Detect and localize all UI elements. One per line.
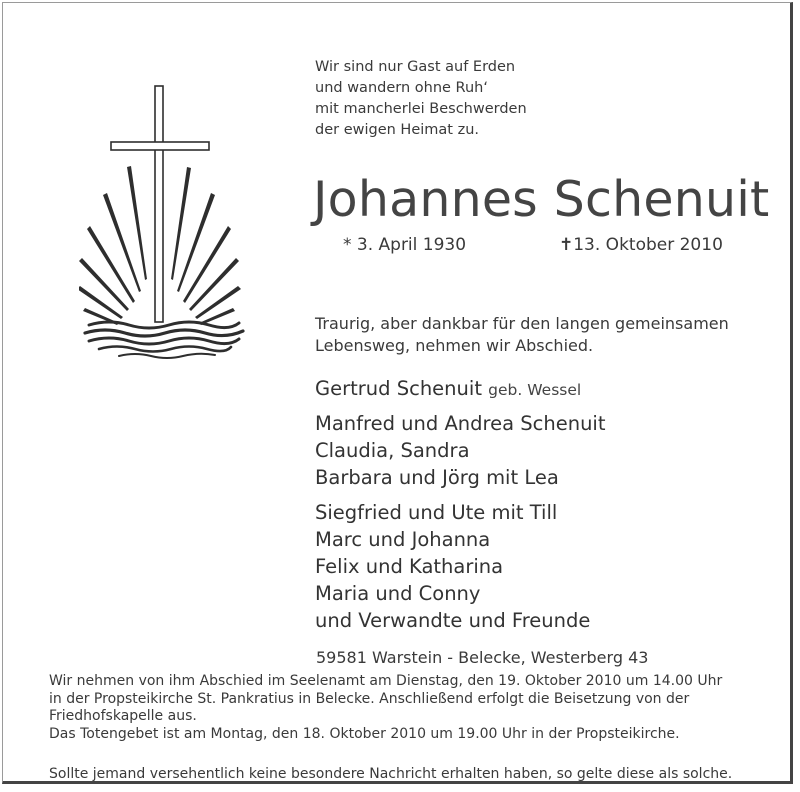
- intro-line: Traurig, aber dankbar für den langen gemeinsamen: [315, 314, 729, 333]
- details-line: in der Propsteikirche St. Pankratius in Belecke. Anschließend erfolgt die Beisetzung von der: [49, 690, 690, 707]
- poem-line: mit mancherlei Beschwerden: [315, 101, 527, 117]
- intro-line: Lebensweg, nehmen wir Abschied.: [315, 336, 594, 355]
- family-address: 59581 Warstein - Belecke, Westerberg 43: [316, 648, 649, 667]
- cross-sunrise-waves-icon: [79, 83, 249, 359]
- mourner-row: und Verwandte und Freunde: [315, 609, 591, 632]
- mourner-row: Felix und Katharina: [315, 555, 504, 578]
- deceased-name: Johannes Schenuit: [313, 171, 770, 228]
- poem-line: Wir sind nur Gast auf Erden: [315, 59, 516, 75]
- poem-line: und wandern ohne Ruh‘: [315, 80, 488, 96]
- closing-note: Sollte jemand versehentlich keine besondere Nachricht erhalten haben, so gelte diese als solche.: [49, 766, 733, 782]
- mourners-list: [315, 375, 606, 634]
- mourner-row: Claudia, Sandra: [315, 439, 470, 462]
- spouse-row: [315, 375, 606, 402]
- details-line: Das Totengebet ist am Montag, den 18. Oktober 2010 um 19.00 Uhr in der Propsteikirche.: [49, 725, 680, 742]
- mourner-row: Maria und Conny: [315, 582, 481, 605]
- mourner-row: Manfred und Andrea Schenuit: [315, 412, 606, 435]
- death-date: ✝13. Oktober 2010: [559, 235, 723, 255]
- details-line: Friedhofskapelle aus.: [49, 708, 197, 724]
- mourner-row: Marc und Johanna: [315, 528, 491, 551]
- service-details: [49, 673, 722, 743]
- mourner-row: Barbara und Jörg mit Lea: [315, 466, 559, 489]
- obituary-frame: [2, 2, 793, 784]
- details-line: Wir nehmen von ihm Abschied im Seelenamt am Dienstag, den 19. Oktober 2010 um 14.00 Uhr: [49, 673, 723, 689]
- poem-line: der ewigen Heimat zu.: [315, 122, 479, 138]
- poem: [315, 57, 527, 141]
- spouse-name: Gertrud Schenuit: [315, 377, 482, 400]
- spouse-maiden-name: geb. Wessel: [488, 381, 582, 399]
- mourner-row: Siegfried und Ute mit Till: [315, 501, 558, 524]
- intro-text: [315, 313, 729, 357]
- birth-date: * 3. April 1930: [343, 235, 467, 255]
